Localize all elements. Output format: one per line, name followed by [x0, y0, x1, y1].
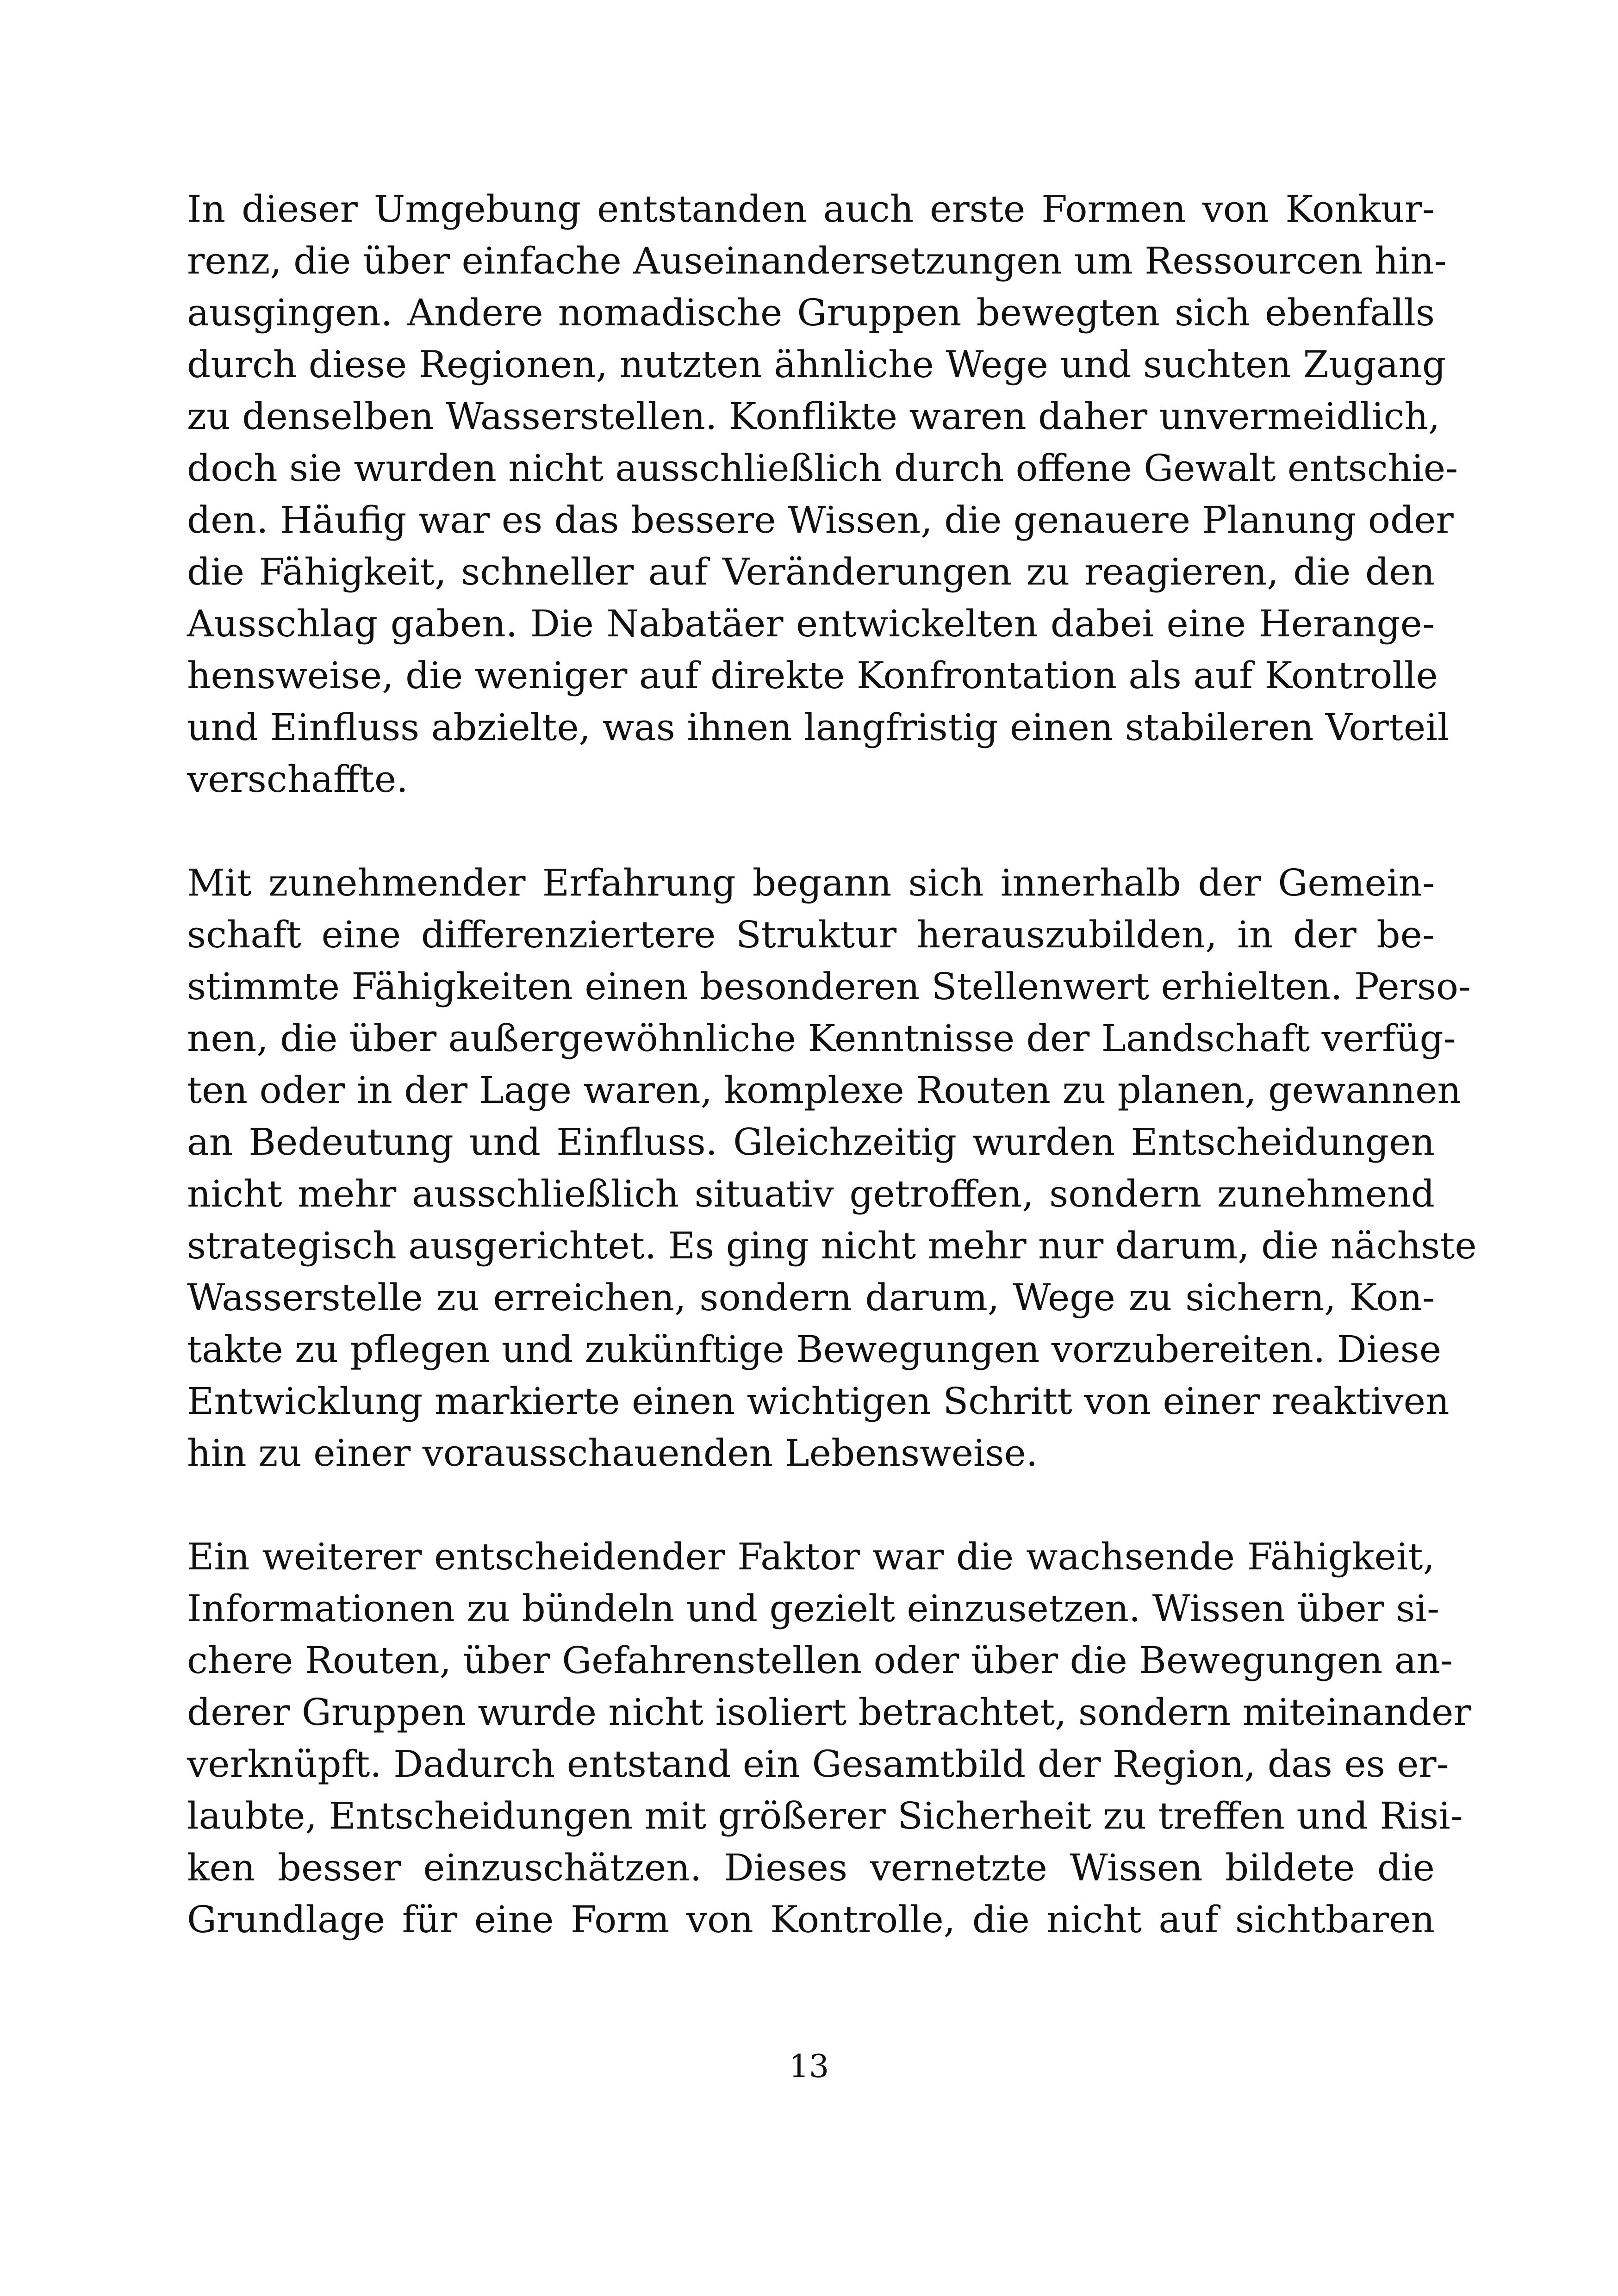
text-line: ausgingen. Andere nomadische Gruppen bewegten sich ebenfalls — [187, 291, 1435, 334]
text-line: hensweise, die weniger auf direkte Konfrontation als auf Kontrolle — [187, 654, 1438, 697]
text-line: Entwicklung markierte einen wichtigen Schritt von einer reaktiven — [187, 1380, 1450, 1423]
text-line: stimmte Fähigkeiten einen besonderen Stellenwert erhielten. Perso- — [187, 965, 1471, 1008]
paragraph-2 — [187, 857, 1477, 1479]
paragraph-1 — [187, 183, 1458, 805]
text-line: Grundlage für eine Form von Kontrolle, die nicht auf sichtbaren — [187, 1898, 1435, 1941]
text-line: schaft eine differenziertere Struktur herauszubilden, in der be- — [187, 913, 1435, 956]
text-line: chere Routen, über Gefahrenstellen oder über die Bewegungen an- — [187, 1639, 1453, 1682]
page-number: 13 — [789, 2048, 829, 2085]
text-line: In dieser Umgebung entstanden auch erste Formen von Konkur- — [187, 187, 1435, 230]
text-line: ken besser einzuschätzen. Dieses vernetzte Wissen bildete die — [187, 1846, 1435, 1889]
text-line: den. Häufig war es das bessere Wissen, die genauere Planung oder — [187, 498, 1454, 541]
text-line: derer Gruppen wurde nicht isoliert betrachtet, sondern miteinander — [187, 1691, 1471, 1734]
text-line: und Einfluss abzielte, was ihnen langfristig einen stabileren Vorteil — [187, 706, 1450, 749]
text-line: hin zu einer vorausschauenden Lebensweise. — [187, 1431, 1038, 1475]
text-line: verschaffte. — [187, 758, 408, 801]
text-line: Informationen zu bündeln und gezielt einzusetzen. Wissen über si- — [187, 1587, 1440, 1630]
text-line: Mit zunehmender Erfahrung begann sich innerhalb der Gemein- — [187, 861, 1435, 904]
text-line: renz, die über einfache Auseinandersetzungen um Ressourcen hin- — [187, 239, 1447, 282]
text-line: doch sie wurden nicht ausschließlich durch offene Gewalt entschie- — [187, 447, 1458, 490]
text-line: zu denselben Wasserstellen. Konflikte waren daher unvermeidlich, — [187, 395, 1440, 438]
text-line: laubte, Entscheidungen mit größerer Sicherheit zu treffen und Risi- — [187, 1794, 1463, 1837]
text-line: nicht mehr ausschließlich situativ getroffen, sondern zunehmend — [187, 1172, 1435, 1215]
text-line: takte zu pflegen und zukünftige Bewegungen vorzubereiten. Diese — [187, 1328, 1442, 1371]
paragraph-3 — [187, 1531, 1471, 1946]
text-line: Wasserstelle zu erreichen, sondern darum, Wege zu sichern, Kon- — [187, 1276, 1435, 1319]
text-line: Ein weiterer entscheidender Faktor war die wachsende Fähigkeit, — [187, 1535, 1435, 1578]
text-line: durch diese Regionen, nutzten ähnliche Wege und suchten Zugang — [187, 343, 1446, 386]
text-line: verknüpft. Dadurch entstand ein Gesamtbild der Region, das es er- — [187, 1742, 1449, 1786]
text-line: strategisch ausgerichtet. Es ging nicht mehr nur darum, die nächste — [187, 1224, 1477, 1267]
text-line: an Bedeutung und Einfluss. Gleichzeitig wurden Entscheidungen — [187, 1120, 1435, 1164]
body-text — [187, 183, 1477, 1997]
text-line: ten oder in der Lage waren, komplexe Routen zu planen, gewannen — [187, 1069, 1461, 1112]
text-line: die Fähigkeit, schneller auf Veränderungen zu reagieren, die den — [187, 550, 1435, 593]
text-line: nen, die über außergewöhnliche Kenntnisse der Landschaft verfüg- — [187, 1017, 1456, 1060]
text-line: Ausschlag gaben. Die Nabatäer entwickelten dabei eine Herange- — [187, 602, 1435, 645]
